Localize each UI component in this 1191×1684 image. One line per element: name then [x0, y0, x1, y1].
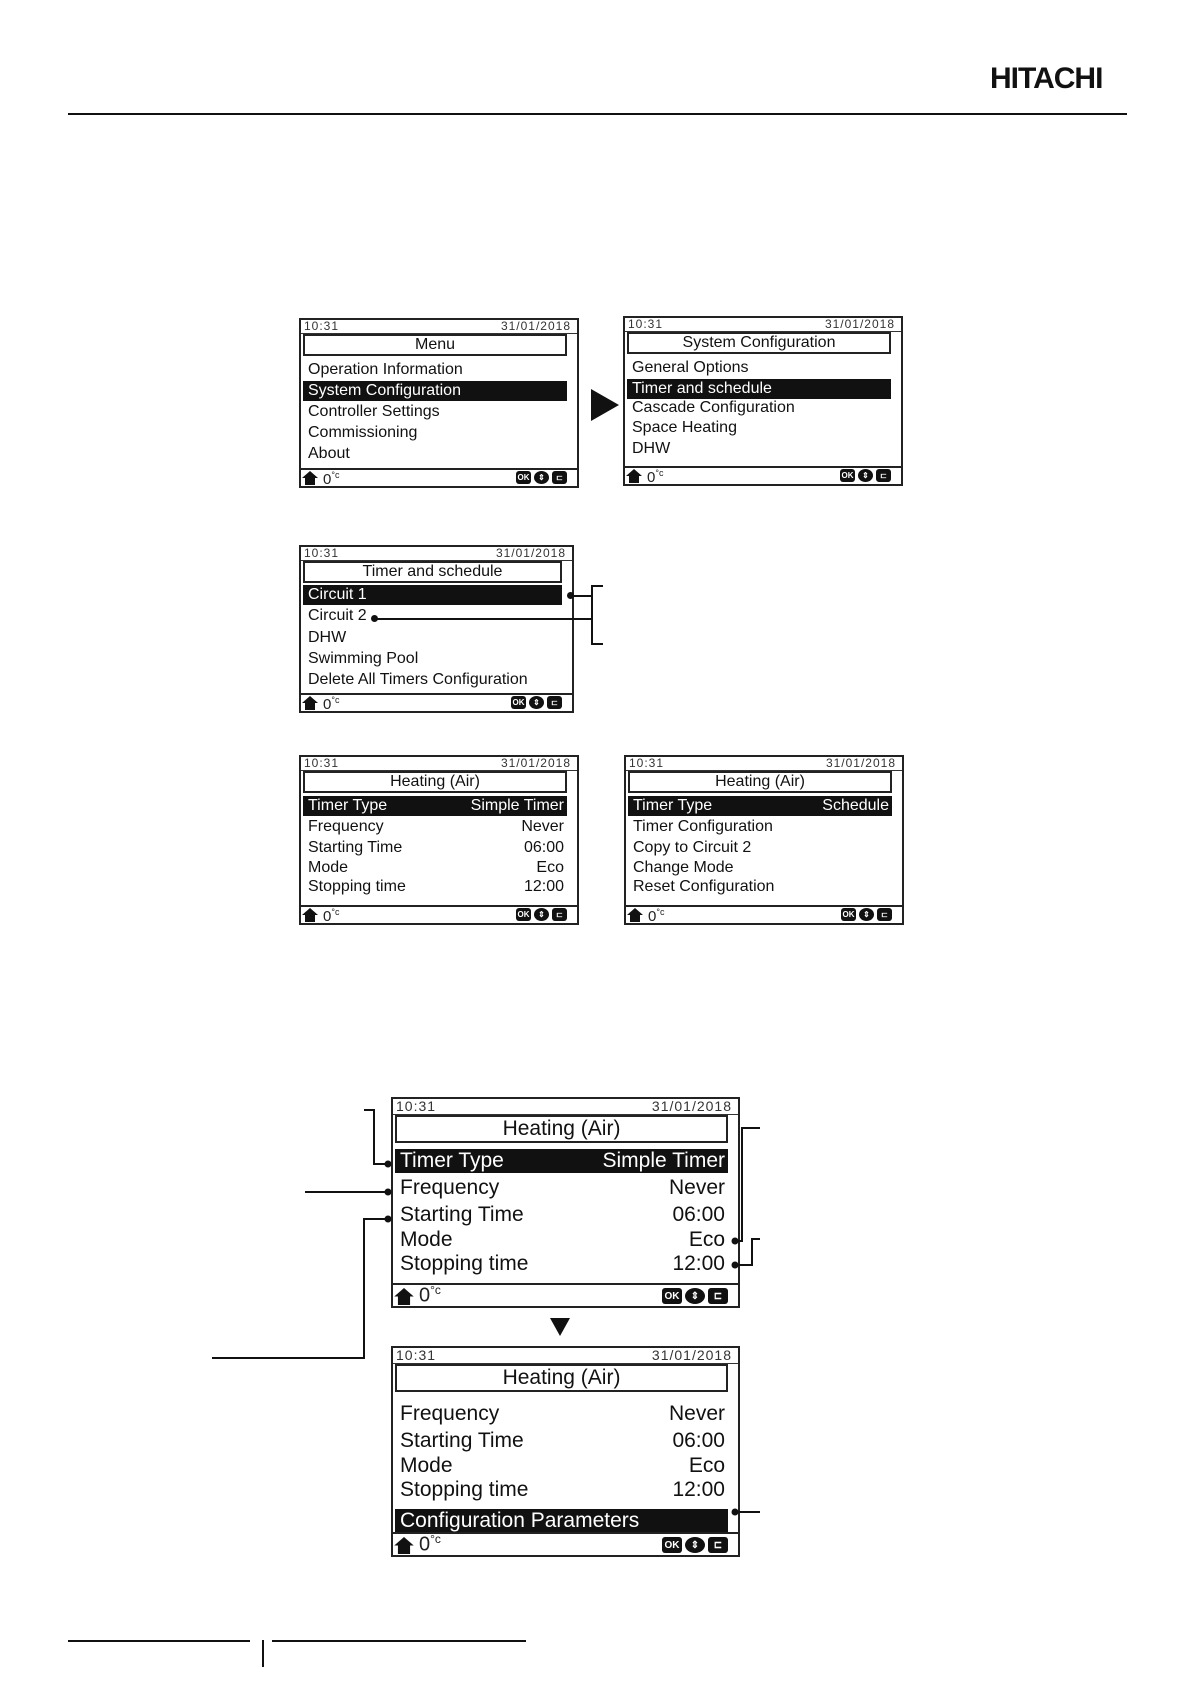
setting-row[interactable]: Copy to Circuit 2 [633, 839, 752, 856]
back-icon: ⊏ [708, 1288, 728, 1304]
clock: 10:31 [629, 756, 665, 770]
ok-button-icon: OK [662, 1537, 682, 1553]
ok-button-icon: OK [841, 471, 854, 480]
menu-item[interactable]: Circuit 2 [308, 607, 367, 624]
menu-item-selected[interactable]: System Configuration [303, 381, 567, 401]
temperature: $0^{^\circ c}$ [647, 468, 664, 486]
footer-rule-right [272, 1640, 526, 1642]
setting-row[interactable]: Starting Time 06:00 [308, 839, 564, 856]
screen-title: Heating (Air) [395, 1115, 728, 1143]
callout-starting-time [212, 1219, 388, 1358]
screen-title: System Configuration [627, 332, 891, 354]
callout-timer-type [364, 1110, 388, 1164]
temperature: $0^{^\circ c}$ [648, 907, 665, 925]
screen-title: Timer and schedule [303, 561, 562, 583]
menu-item[interactable]: Cascade Configuration [632, 399, 795, 416]
setting-row[interactable]: Starting Time 06:00 [400, 1429, 725, 1452]
callout-mode [735, 1128, 760, 1241]
setting-row[interactable]: Frequency Never [308, 818, 564, 835]
setting-row[interactable]: Mode Eco [400, 1228, 725, 1251]
callout-dot [732, 1238, 739, 1245]
temperature: $0^{^\circ c}$ [419, 1283, 441, 1307]
setting-row[interactable]: Timer Configuration [633, 818, 773, 835]
setting-row-selected[interactable]: Timer Type Simple Timer [303, 796, 567, 816]
menu-item-selected[interactable]: Timer and schedule [627, 379, 891, 399]
setting-row[interactable]: Stopping time 12:00 [400, 1478, 725, 1501]
back-icon: ⊏ [552, 908, 567, 921]
menu-item[interactable]: Space Heating [632, 419, 737, 436]
date: 31/01/2018 [495, 546, 566, 560]
date: 31/01/2018 [825, 756, 896, 770]
setting-row[interactable]: Frequency Never [400, 1402, 725, 1425]
footer-rule-divider [262, 1640, 264, 1667]
setting-row[interactable]: Mode Eco [400, 1454, 725, 1477]
menu-item[interactable]: Delete All Timers Configuration [308, 671, 528, 688]
menu-item[interactable]: Swimming Pool [308, 650, 419, 667]
date: 31/01/2018 [824, 317, 895, 331]
screen-title: Menu [303, 334, 567, 356]
setting-row[interactable]: Frequency Never [400, 1176, 725, 1199]
setting-row-selected[interactable]: Timer Type Schedule [628, 796, 892, 816]
callout-dot [385, 1216, 392, 1223]
menu-item[interactable]: Operation Information [308, 361, 463, 378]
callout-stopping-time [735, 1239, 760, 1265]
hitachi-logo: HITACHI [990, 62, 1103, 95]
setting-row[interactable]: Change Mode [633, 859, 734, 876]
date: 31/01/2018 [500, 319, 571, 333]
back-icon: ⊏ [877, 908, 892, 921]
back-icon: ⊏ [552, 471, 567, 484]
back-icon: ⊏ [876, 469, 891, 482]
clock: 10:31 [396, 1098, 437, 1114]
date: 31/01/2018 [651, 1098, 732, 1114]
screen-title: Heating (Air) [628, 771, 892, 793]
updown-icon: ⇕ [859, 908, 874, 921]
updown-icon: ⇕ [685, 1288, 705, 1304]
setting-row[interactable]: Stopping time 12:00 [308, 878, 564, 895]
ok-button-icon: OK [512, 698, 525, 707]
temperature: $0^{^\circ c}$ [323, 695, 340, 713]
updown-icon: ⇕ [685, 1537, 705, 1553]
updown-icon: ⇕ [534, 471, 549, 484]
menu-item[interactable]: About [308, 445, 350, 462]
back-icon: ⊏ [547, 696, 562, 709]
updown-icon: ⇕ [858, 469, 873, 482]
ok-button-icon: OK [517, 473, 530, 482]
updown-icon: ⇕ [529, 696, 544, 709]
configuration-parameters-row[interactable]: Configuration Parameters [395, 1509, 728, 1533]
setting-row-selected[interactable]: Timer Type Simple Timer [395, 1149, 728, 1173]
footer-rule-left [68, 1640, 250, 1642]
menu-item[interactable]: Commissioning [308, 424, 418, 441]
temperature: $0^{^\circ c}$ [419, 1532, 441, 1556]
menu-item[interactable]: General Options [632, 359, 749, 376]
setting-row[interactable]: Reset Configuration [633, 878, 775, 895]
date: 31/01/2018 [500, 756, 571, 770]
date: 31/01/2018 [651, 1347, 732, 1363]
temperature: $0^{^\circ c}$ [323, 907, 340, 925]
setting-row[interactable]: Stopping time 12:00 [400, 1252, 725, 1275]
menu-item-selected[interactable]: Circuit 1 [303, 585, 562, 605]
callout-dot [732, 1509, 739, 1516]
callout-dot [385, 1189, 392, 1196]
callout-dot [732, 1262, 739, 1269]
clock: 10:31 [396, 1347, 437, 1363]
callout-dot [385, 1161, 392, 1168]
menu-item[interactable]: DHW [632, 440, 671, 457]
screen-title: Heating (Air) [395, 1364, 728, 1392]
back-icon: ⊏ [708, 1537, 728, 1553]
clock: 10:31 [304, 319, 340, 333]
setting-row[interactable]: Mode Eco [308, 859, 564, 876]
ok-button-icon: OK [517, 910, 530, 919]
ok-button-icon: OK [842, 910, 855, 919]
clock: 10:31 [304, 756, 340, 770]
temperature: $0^{^\circ c}$ [323, 470, 340, 488]
clock: 10:31 [304, 546, 340, 560]
screen-title: Heating (Air) [303, 771, 567, 793]
clock: 10:31 [628, 317, 664, 331]
ok-button-icon: OK [662, 1288, 682, 1304]
menu-item[interactable]: Controller Settings [308, 403, 440, 420]
menu-item[interactable]: DHW [308, 629, 347, 646]
setting-row[interactable]: Starting Time 06:00 [400, 1203, 725, 1226]
updown-icon: ⇕ [534, 908, 549, 921]
